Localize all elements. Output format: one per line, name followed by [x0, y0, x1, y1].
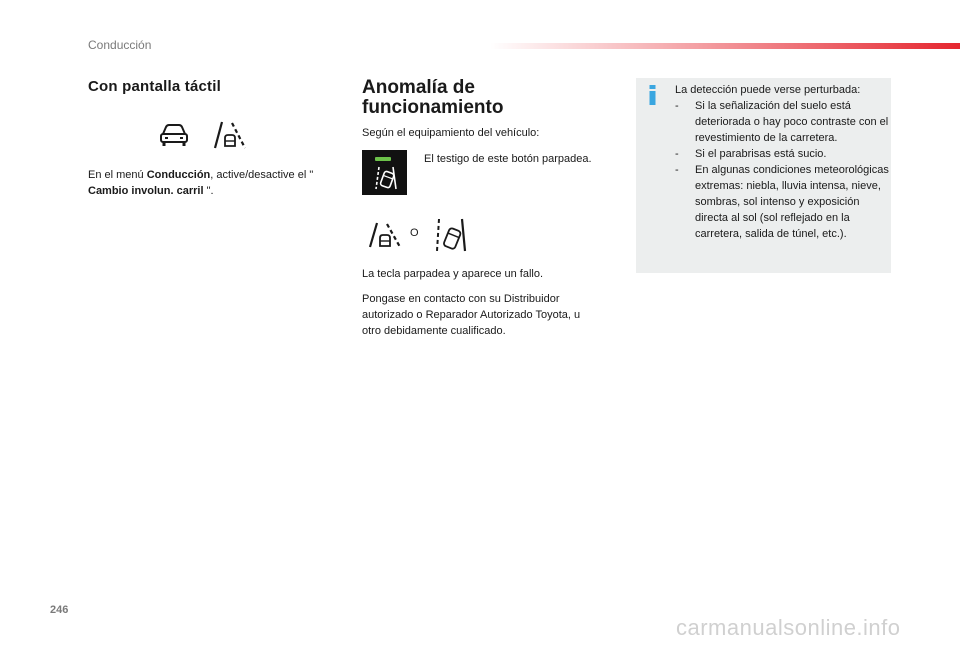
watermark: carmanualsonline.info	[676, 615, 901, 640]
list-item	[675, 146, 890, 162]
para-suffix: ".	[206, 185, 214, 197]
list-item-text: Si el parabrisas está sucio.	[695, 148, 827, 160]
list-item	[675, 162, 890, 242]
lane-departure-icon	[368, 221, 402, 249]
list-item	[675, 98, 890, 146]
info-list	[675, 98, 890, 242]
list-dash: -	[675, 164, 679, 176]
lane-departure-icon	[213, 120, 247, 150]
function-name: Cambio involun. carril	[88, 185, 207, 197]
para-prefix: En el menú	[88, 169, 147, 181]
info-icon	[648, 85, 658, 110]
button-blink-text: El testigo de este botón parpadea.	[424, 153, 592, 165]
page-number: 246	[50, 604, 69, 616]
list-dash: -	[675, 148, 679, 160]
list-item-text: En algunas condiciones meteorológicas extremas: niebla, lluvia intensa, nieve, sombras, sol intenso y exposición directa al sol (sol reflejado en la carretera, salida de túnel, etc.).	[695, 164, 889, 240]
malfunction-intro: Según el equipamiento del vehículo:	[362, 127, 540, 139]
malfunction-title: Anomalía de funcionamiento	[362, 77, 504, 118]
header-accent-bar	[490, 43, 960, 49]
list-dash: -	[675, 100, 679, 112]
list-item-text: Si la señalización del suelo está deteriorada o hay poco contraste con el revestimiento de la carretera.	[695, 100, 889, 144]
touchscreen-instructions	[88, 167, 338, 199]
key-blink-text: La tecla parpadea y aparece un fallo.	[362, 268, 544, 280]
car-front-icon	[158, 122, 190, 148]
header-section-title: Conducción	[88, 38, 152, 52]
or-separator: O	[410, 227, 419, 239]
lane-keep-button-icon	[362, 150, 407, 195]
menu-name: Conducción	[146, 169, 211, 181]
para-middle: , active/desactive el "	[210, 169, 314, 181]
touchscreen-title: Con pantalla táctil	[88, 78, 221, 95]
contact-dealer-text: Pongase en contacto con su Distribuidor autorizado o Reparador Autorizado Toyota, u otro debidamente cualificado.	[362, 293, 581, 337]
info-intro: La detección puede verse perturbada:	[675, 84, 861, 96]
lane-keep-button-icon	[434, 217, 468, 253]
